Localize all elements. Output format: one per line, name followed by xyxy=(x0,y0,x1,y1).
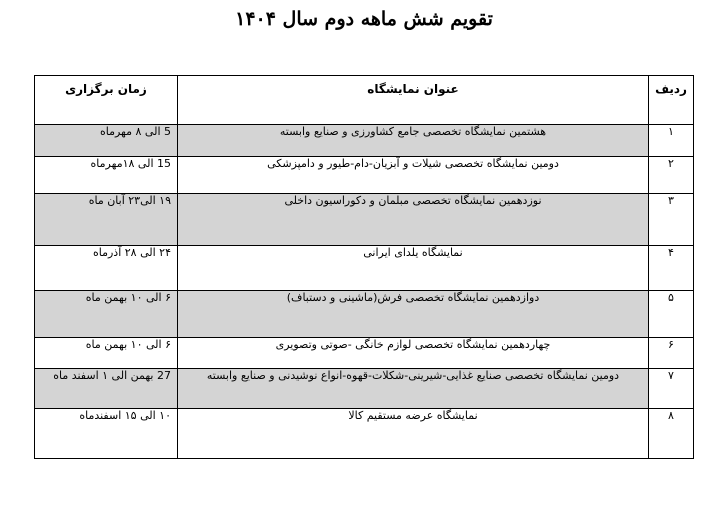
header-date: زمان برگزاری xyxy=(35,76,178,125)
exhibition-date: ۶ الی ۱۰ بهمن ماه xyxy=(35,338,178,369)
table-row xyxy=(35,194,694,246)
page-title: تقویم شش ماهه دوم سال ۱۴۰۴ xyxy=(235,8,493,30)
exhibition-schedule-table xyxy=(34,75,694,459)
table-row xyxy=(35,369,694,409)
table-row xyxy=(35,125,694,157)
header-exhibition-title: عنوان نمایشگاه xyxy=(178,76,649,125)
exhibition-title: دوازدهمین نمایشگاه تخصصی فرش(ماشینی و دستباف) xyxy=(178,291,649,338)
table-row xyxy=(35,246,694,291)
exhibition-title: دومین نمایشگاه تخصصی شیلات و آبزیان-دام-طیور و دامپزشکی xyxy=(178,157,649,194)
header-row-number: ردیف xyxy=(649,76,694,125)
exhibition-date: 5 الی ۸ مهرماه xyxy=(35,125,178,157)
exhibition-title: هشتمین نمایشگاه تخصصی جامع کشاورزی و صنایع وابسته xyxy=(178,125,649,157)
exhibition-title: چهاردهمین نمایشگاه تخصصی لوازم خانگی -صوتی وتصویری xyxy=(178,338,649,369)
table-row xyxy=(35,157,694,194)
row-index: ۴ xyxy=(649,246,694,291)
exhibition-title: نمایشگاه عرضه مستقیم کالا xyxy=(178,409,649,459)
table-row xyxy=(35,409,694,459)
table-row xyxy=(35,338,694,369)
exhibition-title: دومین نمایشگاه تخصصی صنایع غذایی-شیرینی-شکلات-قهوه-انواع نوشیدنی و صنایع وابسته xyxy=(178,369,649,409)
exhibition-title: نمایشگاه یلدای ایرانی xyxy=(178,246,649,291)
exhibition-date: ۱۰ الی ۱۵ اسفندماه xyxy=(35,409,178,459)
exhibition-title: نوزدهمین نمایشگاه تخصصی مبلمان و دکوراسیون داخلی xyxy=(178,194,649,246)
exhibition-date: 27 بهمن الی ۱ اسفند ماه xyxy=(35,369,178,409)
row-index: ۶ xyxy=(649,338,694,369)
row-index: ۳ xyxy=(649,194,694,246)
row-index: ۲ xyxy=(649,157,694,194)
row-index: ۱ xyxy=(649,125,694,157)
exhibition-date: ۱۹ الی۲۳ آبان ماه xyxy=(35,194,178,246)
exhibition-date: 15 الی ۱۸مهرماه xyxy=(35,157,178,194)
exhibition-date: ۶ الی ۱۰ بهمن ماه xyxy=(35,291,178,338)
exhibition-date: ۲۴ الی ۲۸ آذرماه xyxy=(35,246,178,291)
table-header-row xyxy=(35,76,694,125)
row-index: ۷ xyxy=(649,369,694,409)
row-index: ۸ xyxy=(649,409,694,459)
row-index: ۵ xyxy=(649,291,694,338)
table-row xyxy=(35,291,694,338)
